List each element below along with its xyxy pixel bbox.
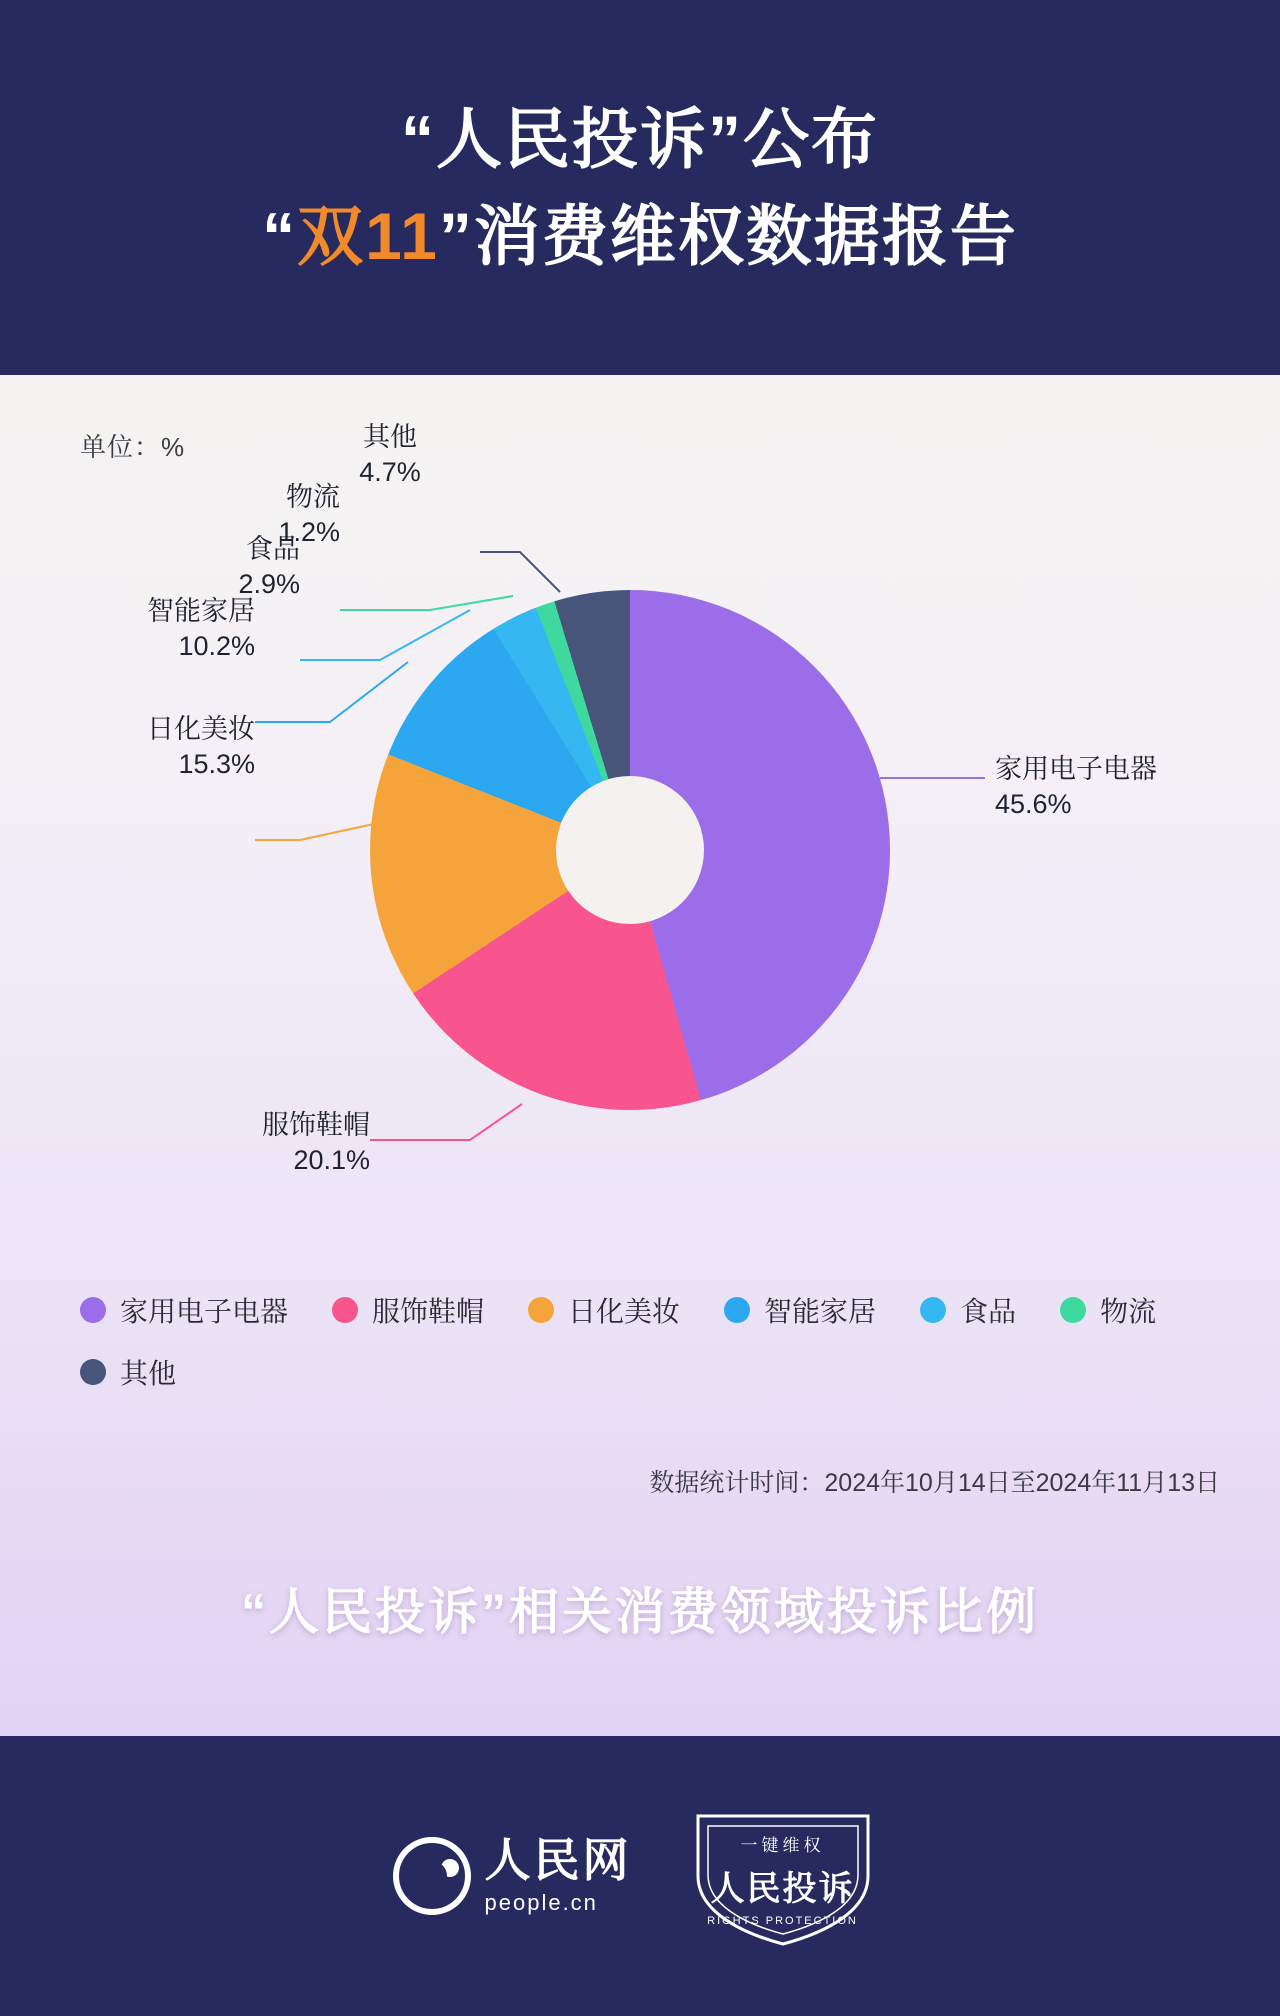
slice-label-cosmetics-value: 15.3% (178, 749, 255, 780)
people-cn-logo (393, 1833, 632, 1916)
shield-top-text: 一键维权 (740, 1836, 825, 1855)
legend-label: 家用电子电器 (120, 1296, 289, 1327)
slice-label-other-name: 其他 (363, 422, 417, 452)
people-logo-en: people.cn (484, 1890, 598, 1916)
people-logo-icon (393, 1837, 471, 1915)
poster-footer (0, 1736, 1280, 2016)
header-title-line1: “人民投诉”公布 (401, 102, 879, 176)
slice-label-food-name: 食品 (246, 534, 300, 564)
donut-hole (556, 776, 704, 924)
shield-main-text: 人民投诉 (710, 1870, 855, 1908)
slice-label-logistics-name: 物流 (286, 482, 340, 512)
slice-label-cosmetics (35, 712, 255, 782)
legend-item-logistics (1060, 1290, 1156, 1330)
slice-label-appliances (995, 752, 1255, 822)
chart-caption: “人民投诉”相关消费领域投诉比例 (241, 1584, 1039, 1640)
legend-dot-icon (1060, 1297, 1086, 1323)
slice-label-appliances-value: 45.6% (995, 789, 1072, 820)
donut (370, 590, 890, 1110)
slice-label-smarthome-value: 10.2% (178, 631, 255, 662)
slice-label-food-value: 2.9% (238, 569, 300, 600)
chart-legend (80, 1290, 1210, 1414)
legend-dot-icon (920, 1297, 946, 1323)
header-highlight-double11: 双11 (297, 198, 439, 273)
data-period-note: 数据统计时间：2024年10月14日至2024年11月13日 (649, 1469, 1220, 1497)
legend-item-other (80, 1352, 176, 1392)
slice-label-appliances-name: 家用电子电器 (995, 754, 1157, 784)
legend-dot-icon (332, 1297, 358, 1323)
slice-label-other-value: 4.7% (359, 457, 421, 488)
shield-sub-text: RIGHTS PROTECTION (707, 1915, 858, 1927)
legend-item-food (920, 1290, 1016, 1330)
legend-label: 其他 (120, 1358, 177, 1389)
header-quote-open: “ (262, 198, 298, 273)
unit-label: 单位：% (80, 432, 186, 462)
legend-item-apparel (332, 1290, 484, 1330)
legend-dot-icon (80, 1359, 106, 1385)
slice-label-apparel-value: 20.1% (293, 1145, 370, 1176)
legend-label: 食品 (960, 1296, 1017, 1327)
people-logo-text (484, 1833, 632, 1916)
slice-label-food (100, 532, 300, 602)
legend-label: 服饰鞋帽 (372, 1296, 485, 1327)
legend-item-smarthome (724, 1290, 876, 1330)
poster-header (0, 0, 1280, 375)
legend-dot-icon (724, 1297, 750, 1323)
slice-label-apparel-name: 服饰鞋帽 (262, 1110, 370, 1140)
slice-label-logistics-value: 1.2% (278, 517, 340, 548)
legend-item-cosmetics (528, 1290, 680, 1330)
legend-item-appliances (80, 1290, 288, 1330)
slice-label-cosmetics-name: 日化美妆 (147, 714, 255, 744)
slice-label-smarthome-name: 智能家居 (147, 596, 255, 626)
header-line2-rest: ”消费维权数据报告 (438, 198, 1018, 273)
legend-label: 日化美妆 (568, 1296, 681, 1327)
legend-label: 物流 (1100, 1296, 1157, 1327)
shield-text (678, 1802, 888, 1950)
rights-protection-badge (678, 1802, 888, 1950)
header-title-line2 (262, 195, 1018, 278)
slice-label-apparel (140, 1108, 370, 1178)
legend-label: 智能家居 (764, 1296, 877, 1327)
people-logo-cn: 人民网 (484, 1833, 632, 1886)
slice-label-smarthome (35, 594, 255, 664)
legend-dot-icon (80, 1297, 106, 1323)
legend-dot-icon (528, 1297, 554, 1323)
